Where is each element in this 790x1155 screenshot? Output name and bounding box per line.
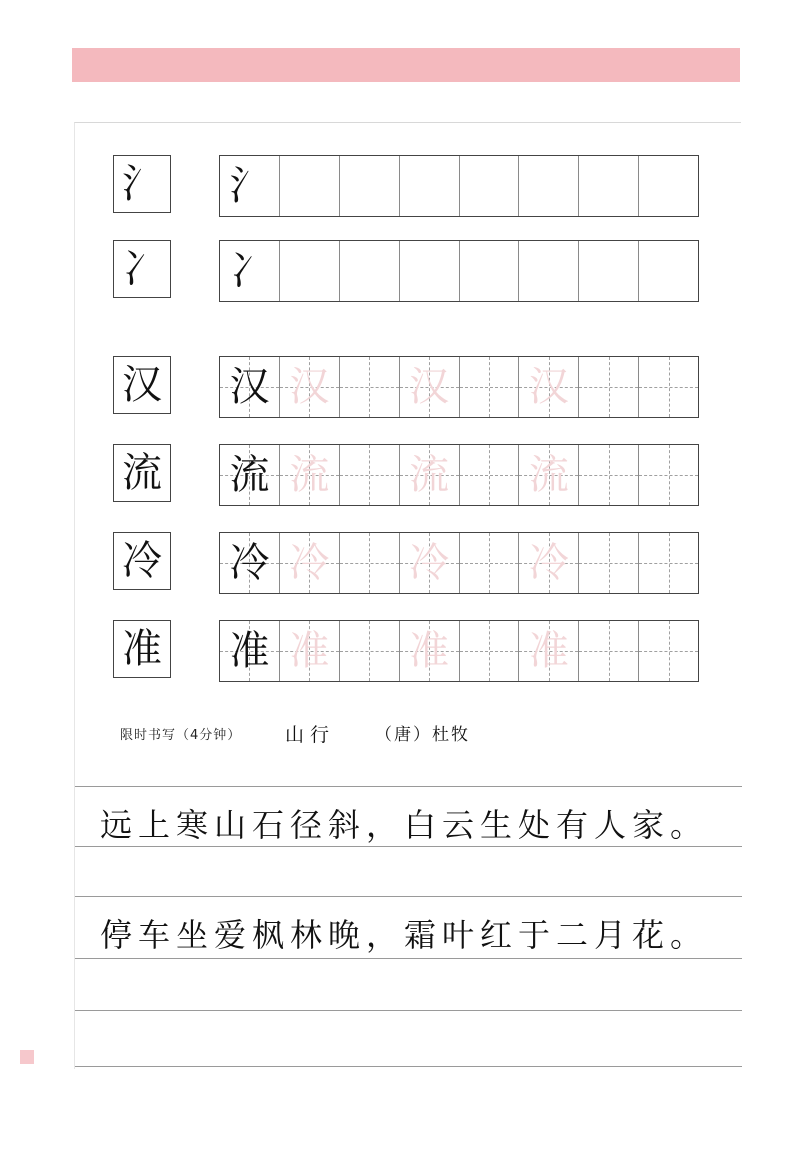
- blank-practice-cell[interactable]: [460, 621, 520, 681]
- blank-practice-cell[interactable]: [639, 445, 698, 505]
- ruled-line: [75, 896, 742, 897]
- trace-character-cell[interactable]: [400, 357, 460, 417]
- grid-character: 流: [289, 452, 330, 498]
- grid-character: 准: [409, 628, 450, 674]
- ruled-line: [75, 958, 742, 959]
- blank-practice-cell[interactable]: [460, 533, 520, 593]
- blank-practice-cell[interactable]: [639, 533, 698, 593]
- writing-grid: [219, 356, 699, 418]
- blank-practice-cell[interactable]: [579, 533, 639, 593]
- timed-writing-label: 限时书写（4分钟）: [120, 728, 242, 743]
- trace-character-cell[interactable]: [519, 621, 579, 681]
- grid-character: 冫: [229, 248, 270, 294]
- trace-character-cell[interactable]: [519, 357, 579, 417]
- blank-practice-cell[interactable]: [460, 357, 520, 417]
- writing-grid: [219, 532, 699, 594]
- trace-character-cell[interactable]: [519, 533, 579, 593]
- grid-character: 流: [409, 452, 450, 498]
- blank-practice-cell[interactable]: [340, 445, 400, 505]
- grid-character: 冷: [229, 540, 270, 586]
- poem-line-1: 远上寒山石径斜，白云生处有人家。: [100, 806, 709, 844]
- model-character-box: 冷: [113, 532, 171, 590]
- sample-character-cell[interactable]: [220, 621, 280, 681]
- page-corner-mark: [20, 1050, 34, 1064]
- blank-practice-cell[interactable]: [579, 156, 639, 216]
- trace-character-cell[interactable]: [400, 445, 460, 505]
- blank-practice-cell[interactable]: [460, 156, 520, 216]
- sample-character-cell[interactable]: [220, 445, 280, 505]
- blank-practice-cell[interactable]: [460, 445, 520, 505]
- blank-practice-cell[interactable]: [519, 156, 579, 216]
- ruled-line: [75, 786, 742, 787]
- blank-practice-cell[interactable]: [280, 156, 340, 216]
- trace-character-cell[interactable]: [400, 621, 460, 681]
- writing-grid: [219, 620, 699, 682]
- blank-practice-cell[interactable]: [340, 533, 400, 593]
- writing-grid: [219, 155, 699, 217]
- sample-character-cell[interactable]: [220, 357, 280, 417]
- writing-grid: [219, 240, 699, 302]
- blank-practice-cell[interactable]: [340, 241, 400, 301]
- sample-character-cell[interactable]: [220, 156, 280, 216]
- grid-character: 流: [229, 452, 270, 498]
- blank-practice-cell[interactable]: [519, 241, 579, 301]
- ruled-line: [75, 846, 742, 847]
- trace-character-cell[interactable]: [280, 445, 340, 505]
- poem-title: 山行: [285, 724, 336, 746]
- grid-character: 汉: [528, 364, 569, 410]
- grid-character: 汉: [289, 364, 330, 410]
- trace-character-cell[interactable]: [280, 357, 340, 417]
- grid-character: 准: [528, 628, 569, 674]
- model-character-box: 流: [113, 444, 171, 502]
- trace-character-cell[interactable]: [519, 445, 579, 505]
- model-character-box: 准: [113, 620, 171, 678]
- blank-practice-cell[interactable]: [280, 241, 340, 301]
- blank-practice-cell[interactable]: [639, 156, 698, 216]
- blank-practice-cell[interactable]: [639, 241, 698, 301]
- grid-character: 氵: [229, 163, 270, 209]
- blank-practice-cell[interactable]: [400, 241, 460, 301]
- trace-character-cell[interactable]: [400, 533, 460, 593]
- blank-practice-cell[interactable]: [579, 241, 639, 301]
- sample-character-cell[interactable]: [220, 241, 280, 301]
- grid-character: 准: [229, 628, 270, 674]
- blank-practice-cell[interactable]: [400, 156, 460, 216]
- model-character-box: 汉: [113, 356, 171, 414]
- blank-practice-cell[interactable]: [639, 621, 698, 681]
- grid-character: 汉: [409, 364, 450, 410]
- blank-practice-cell[interactable]: [579, 445, 639, 505]
- blank-practice-cell[interactable]: [639, 357, 698, 417]
- sample-character-cell[interactable]: [220, 533, 280, 593]
- grid-character: 汉: [229, 364, 270, 410]
- poem-line-2: 停车坐爱枫林晚，霜叶红于二月花。: [100, 916, 709, 954]
- grid-character: 冷: [289, 540, 330, 586]
- grid-character: 冷: [528, 540, 569, 586]
- blank-practice-cell[interactable]: [340, 357, 400, 417]
- blank-practice-cell[interactable]: [340, 621, 400, 681]
- blank-practice-cell[interactable]: [579, 621, 639, 681]
- trace-character-cell[interactable]: [280, 533, 340, 593]
- blank-practice-cell[interactable]: [460, 241, 520, 301]
- model-character-box: 冫: [113, 240, 171, 298]
- grid-character: 准: [289, 628, 330, 674]
- trace-character-cell[interactable]: [280, 621, 340, 681]
- writing-grid: [219, 444, 699, 506]
- grid-character: 流: [528, 452, 569, 498]
- header-banner: [72, 48, 740, 82]
- blank-practice-cell[interactable]: [579, 357, 639, 417]
- grid-character: 冷: [409, 540, 450, 586]
- blank-practice-cell[interactable]: [340, 156, 400, 216]
- ruled-line[interactable]: [75, 1066, 742, 1067]
- model-character-box: 氵: [113, 155, 171, 213]
- poem-author: （唐）杜牧: [375, 725, 470, 745]
- ruled-line[interactable]: [75, 1010, 742, 1011]
